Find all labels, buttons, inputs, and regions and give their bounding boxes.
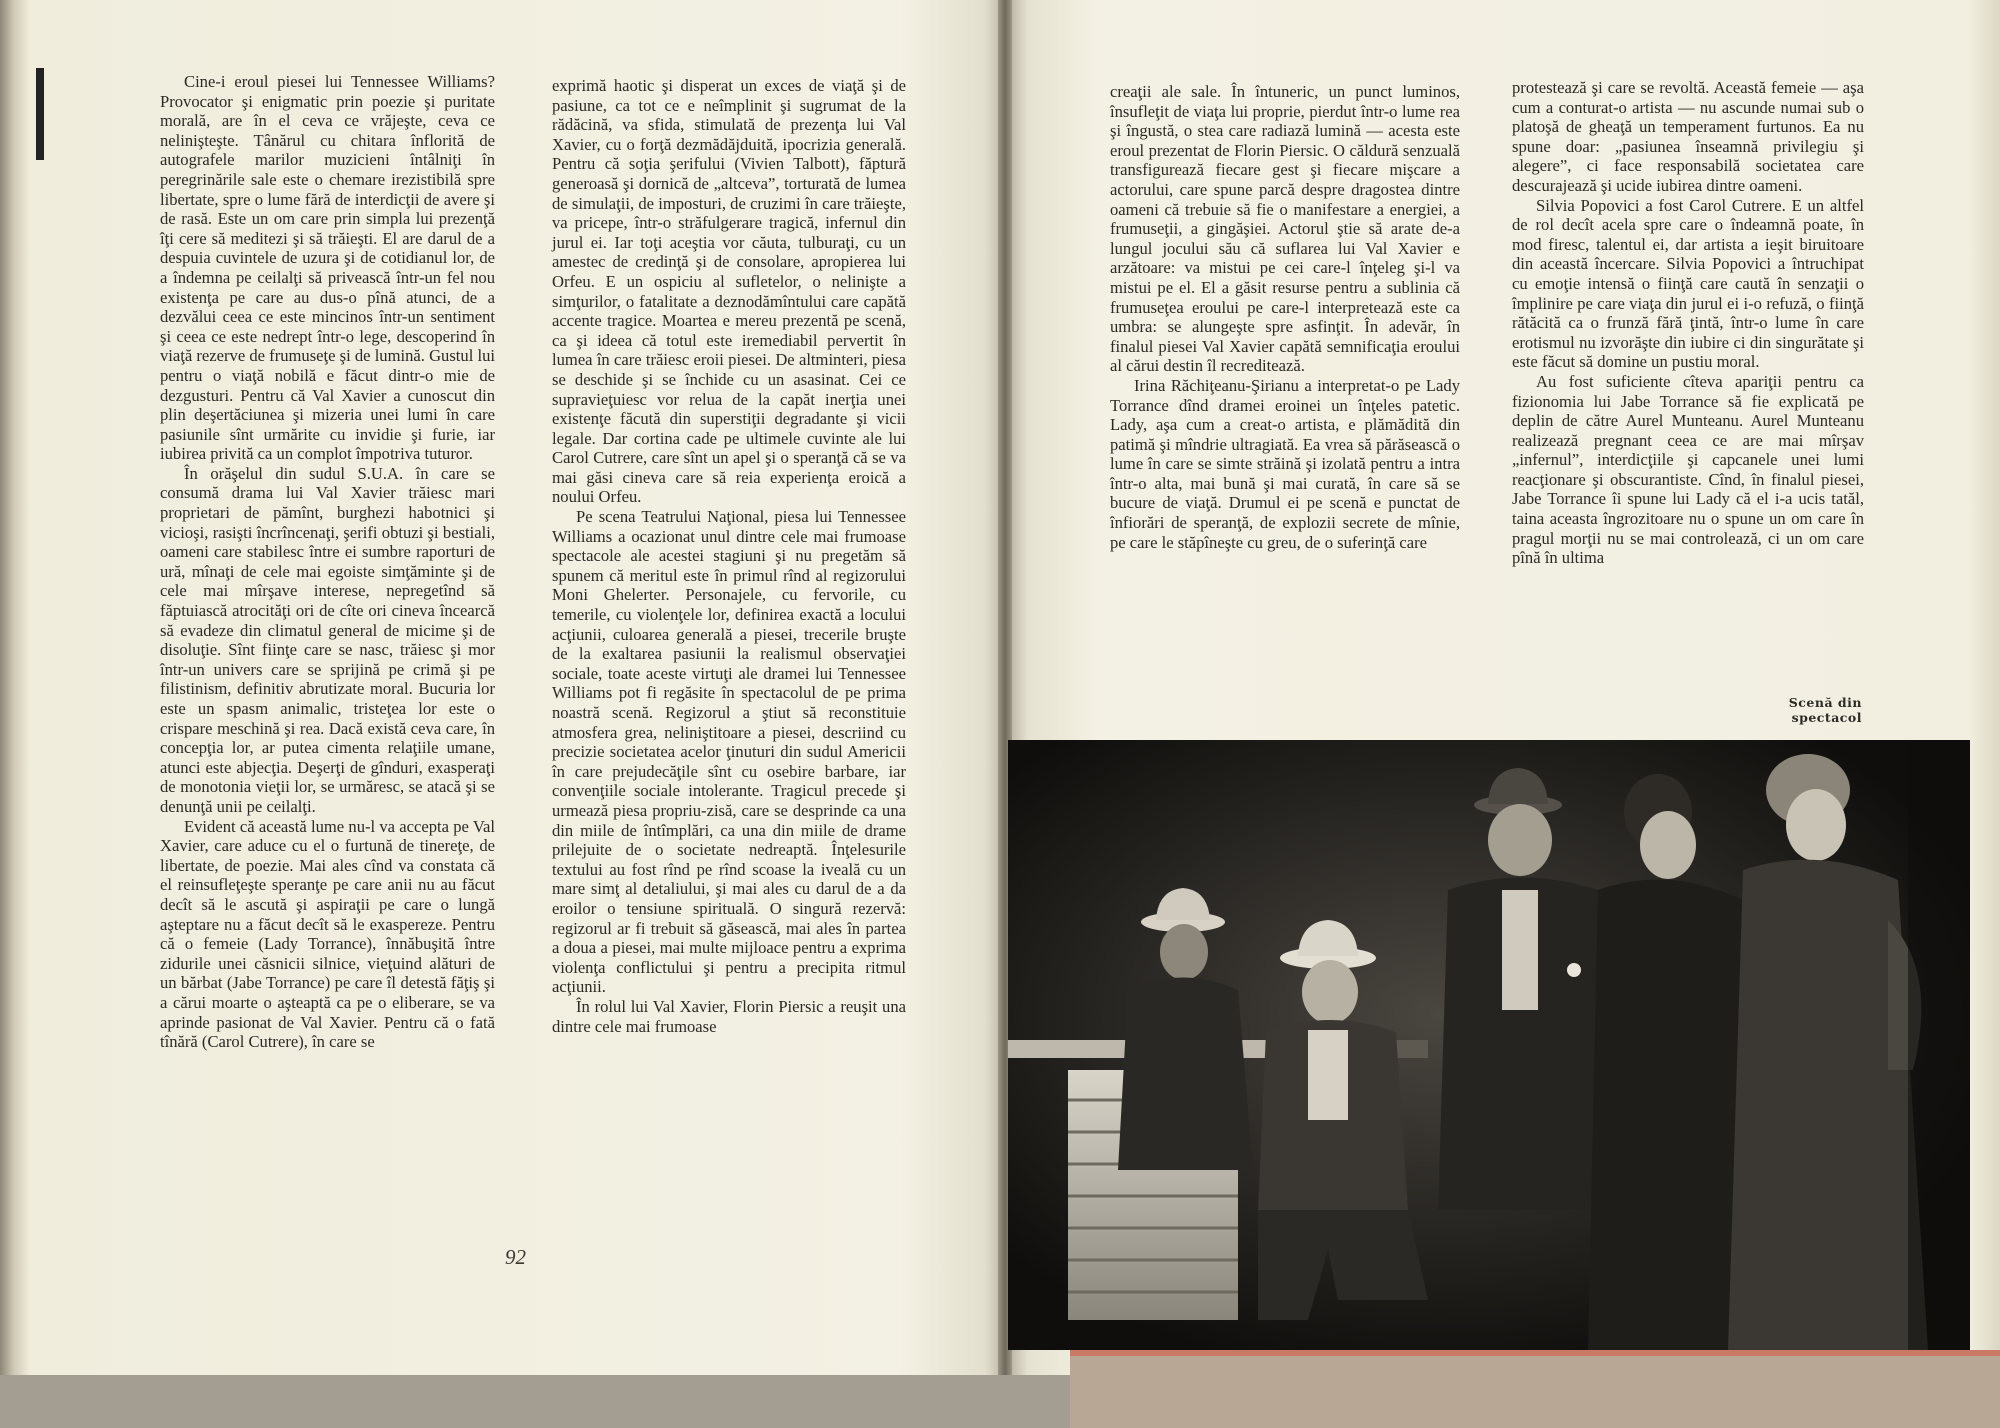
paragraph: Cine-i eroul piesei lui Tennessee Williams? Provocator şi enigmatic prin poezie şi puritate morală, are în el ceva ce vrăjeşte, ceva ce nelinişteşte. Tânărul cu chitara înflorită de autografele marilor muzicieni întâlniţi în peregrinările sale este o chemare irezistibilă spre libertate, spre o lume fără de interdicţii de avere şi de rasă. Este un om care prin simpla lui prezenţă îţi cere să meditezi şi să trăieşti. El are darul de a despuia cuvintele de uzura şi de cotidianul lor, de a îndemna pe ceilalţi să privească într-un fel nou existenţa pe care au dus-o pînă atunci, de a dezvălui ceea ce este mincinos într-un sentiment şi ceea ce este nedrept într-o lege, descoperind în viaţă rezerve de frumuseţe şi de lumină. Gustul lui pentru o viaţă nobilă e făcut dintr-o mie de dezgusturi. Pentru că Val Xavier a cunoscut din plin deşertăciunea şi mizeria unei lumi în care pasiunile sînt urmărite cu invidie şi furie, iar iubirea privită ca un complot împotriva tuturor. bbox=[160, 72, 495, 464]
stage-photo-illustration bbox=[1008, 740, 1970, 1350]
text-column-3 bbox=[1110, 82, 1460, 552]
text-column-2 bbox=[552, 76, 906, 1036]
paragraph: În rolul lui Val Xavier, Florin Piersic a reuşit una dintre cele mai frumoase bbox=[552, 996, 906, 1036]
paragraph: Evident că această lume nu-l va accepta pe Val Xavier, care aduce cu el o furtună de tinereţe, de libertate, de poezie. Mai ales cînd va constata că el reinsufleţeşte speranţe pe care anii nu au făcut decît să le ascută şi aspiraţii pe care o lungă aşteptare nu a făcut decît să le exaspereze. Pentru că o femeie (Lady Torrance), înnăbuşită între zidurile unei căsnicii silnice, vieţuind alături de un bărbat (Jabe Torrance) pe care îl detestă făţiş şi a cărui moarte o aşteaptă ca pe o eliberare, se va aprinde pasionat de Val Xavier. Pentru că o fată tînără (Carol Cutrere), în care se bbox=[160, 816, 495, 1052]
text-column-4 bbox=[1512, 78, 1864, 568]
paragraph: Irina Răchiţeanu-Şirianu a interpretat-o pe Lady Torrance dînd dramei eroinei un înţeles patetic. Lady, aşa cum a creat-o artista, e plămădită din patimă şi mîndrie ultragiată. Ea vrea să părăsească o lume în care se simte străină şi izolată pentru a intra într-o alta, mai bună şi mai curată, în care să se bucure de viaţă. Drumul ei pe scenă e punctat de înfiorări de speranţă, de explozii secrete de mînie, pe care le stăpîneşte cu greu, de o suferinţă care bbox=[1110, 375, 1460, 552]
paragraph: În orăşelul din sudul S.U.A. în care se consumă drama lui Val Xavier trăiesc mari proprietari de pămînt, burghezi habotnici şi vicioşi, rasişti încrîncenaţi, şerifi obtuzi şi bestiali, oameni care stabilesc între ei sumbre raporturi de ură, mînaţi de cele mai egoiste simţăminte şi de cele mai mîrşave interese, nepregetînd să făptuiască atrocităţi ori de cîte ori cineva încearcă să evadeze din climatul general de micime şi de disoluţie. Sînt fiinţe care se nasc, trăiesc şi mor într-un univers care se sprijină pe crimă şi pe filistinism, definitiv abrutizate moral. Bucuria lor este un spasm animalic, tristeţea lor este o crispare meschină şi rea. Dacă există ceva care, în concepţia lor, ar putea cimenta relaţiile umane, atunci este abjecţia. Deşerţi de gînduri, exasperaţi de monotonia vieţii lor, se urmăresc, se atacă şi se denunţă unii pe ceilalţi. bbox=[160, 463, 495, 816]
paragraph: Au fost suficiente cîteva apariţii pentru ca fizionomia lui Jabe Torrance să fie explicată pe deplin de către Aurel Munteanu. Aurel Munteanu realizează pregnant ceea ce are mai mîrşav „infernul”, interdicţiile şi capcanele unei lumi reacţionare şi obscurantiste. Cînd, în finalul piesei, Jabe Torrance îi spune lui Lady că el i-a ucis tatăl, taina aceasta îngrozitoare nu o spune un om care în pragul morţii nu se mai controlează, ci un om care pînă în ultima bbox=[1512, 371, 1864, 568]
paragraph: exprimă haotic şi disperat un exces de viaţă şi de pasiune, ca tot ce e neîmplinit şi sugrumat de la rădăcină, va sfida, stimulată de prezenţa lui Val Xavier, cu o forţă dezmădăjduită, ipocrizia generală. Pentru că soţia şerifului (Vivien Talbott), făptură generoasă şi dornică de „altceva”, torturată de lumea de simulaţii, de imposturi, de cruzimi în care trăieşte, va pricepe, într-o străfulgerare tragică, infernul din jurul ei. Iar toţi aceştia vor căuta, tulburaţi, cu un amestec de credinţă şi de consolare, apropierea lui Orfeu. E un ospiciu al sufletelor, o nelinişte a simţurilor, o fatalitate a deznodămîntului care capătă accente tragice. Moartea e mereu prezentă pe scenă, ca şi ideea că totul este iremediabil pervertit în lumea în care trăiesc eroii piesei. De altminteri, piesa se deschide şi se închide cu un asasinat. Cei ce supravieţuiesc vor relua de la capăt inerţia unei existenţe făcută din superstiţii degradante şi vicii legale. Dar cortina cade pe ultimele cuvinte ale lui Carol Cutrere, care sînt un apel şi o speranţă că se va mai găsi cineva care să reia experienţa eroică a noului Orfeu. bbox=[552, 76, 906, 507]
photo-caption: Scenă din spectacol bbox=[1788, 695, 1862, 725]
paragraph: Silvia Popovici a fost Carol Cutrere. E un altfel de rol decît acela spre care o îndeamnă poate, în mod firesc, talentul ei, dar artista a ieşit biruitoare din această încercare. Silvia Popovici a întruchipat cu emoţie intensă o fiinţă care caută în senzaţii o împlinire pe care viaţa din jurul ei i-o refuză, o fiinţă rătăcită ca o frunză fără ţintă, într-o lume în care erotismul nu izvorăşte din iubire ci din singurătate şi este făcut să domine un pustiu moral. bbox=[1512, 195, 1864, 372]
paragraph: protestează şi care se revoltă. Această femeie — aşa cum a conturat-o artista — nu ascunde numai sub o platoşă de gheaţă un temperament furtunos. Ea nu spune doar: „pasiunea înseamnă privilegiu şi alegere”, ci face responsabilă societatea care descurajează şi ucide iubirea dintre oameni. bbox=[1512, 78, 1864, 195]
cover-edge bbox=[1070, 1350, 2000, 1428]
stage-photo bbox=[1008, 740, 1970, 1350]
text-column-1 bbox=[160, 72, 495, 1052]
column-marker bbox=[36, 68, 44, 160]
paragraph: Pe scena Teatrului Naţional, piesa lui Tennessee Williams a ocazionat unul dintre cele mai frumoase spectacole ale acestei stagiuni şi nu pregetăm să spunem că meritul este în primul rînd al regizorului Moni Ghelerter. Personajele, cu fervorile, cu temerile, cu violenţele lor, definirea exactă a locului acţiunii, culoarea generală a piesei, trecerile bruşte de la exaltarea pasiunii la realismul observaţiei sociale, toate aceste virtuţi ale dramei lui Tennessee Williams pot fi regăsite în spectacolul de pe prima noastră scenă. Regizorul a ştiut să reconstituie atmosfera grea, neliniştitoare a piesei, descriind cu precizie societatea acelor ţinuturi din sudul Americii în care prejudecăţile sînt cu osebire barbare, iar convenţiile sociale intolerante. Tragicul precede şi urmează piesa propriu-zisă, care se desprinde ca una din miile de întîmplări, ca una din miile de drame prilejuite de o societate nedreaptă. Înţelesurile textului au fost rînd pe rînd scoase la iveală cu un mare simţ al detaliului, şi mai ales cu darul de a da eroilor o tensiune spirituală. O singură rezervă: regizorul ar fi trebuit să găsească, mai ales în partea a doua a piesei, mai multe mijloace pentru a exprima violenţa conflictului şi pentru a precipita ritmul acţiunii. bbox=[552, 507, 906, 997]
paragraph: creaţii ale sale. În întuneric, un punct luminos, însufleţit de viaţa lui proprie, pierdut într-o lume rea şi îngustă, o stea care radiază lumină — acesta este eroul prezentat de Florin Piersic. O căldură senzuală transfigurează fiecare gest şi fiecare mişcare a actorului, care spune parcă despre dragostea dintre oameni că trebuie să fie o manifestare a energiei, a frumuseţii, a gingăşiei. Actorul ştie să arate de-a lungul jocului său că suflarea lui Val Xavier e arzătoare: va mistui pe cei care-l înţeleg şi-l va mistui pe el. El a găsit resurse pentru a sublinia că frumuseţea eroului pe care-l interpretează este ca umbra: se alungeşte spre asfinţit. În adevăr, în finalul piesei Val Xavier capătă semnificaţia eroului al cărui destin îl recreditează. bbox=[1110, 82, 1460, 376]
page-number: 92 bbox=[505, 1245, 526, 1269]
